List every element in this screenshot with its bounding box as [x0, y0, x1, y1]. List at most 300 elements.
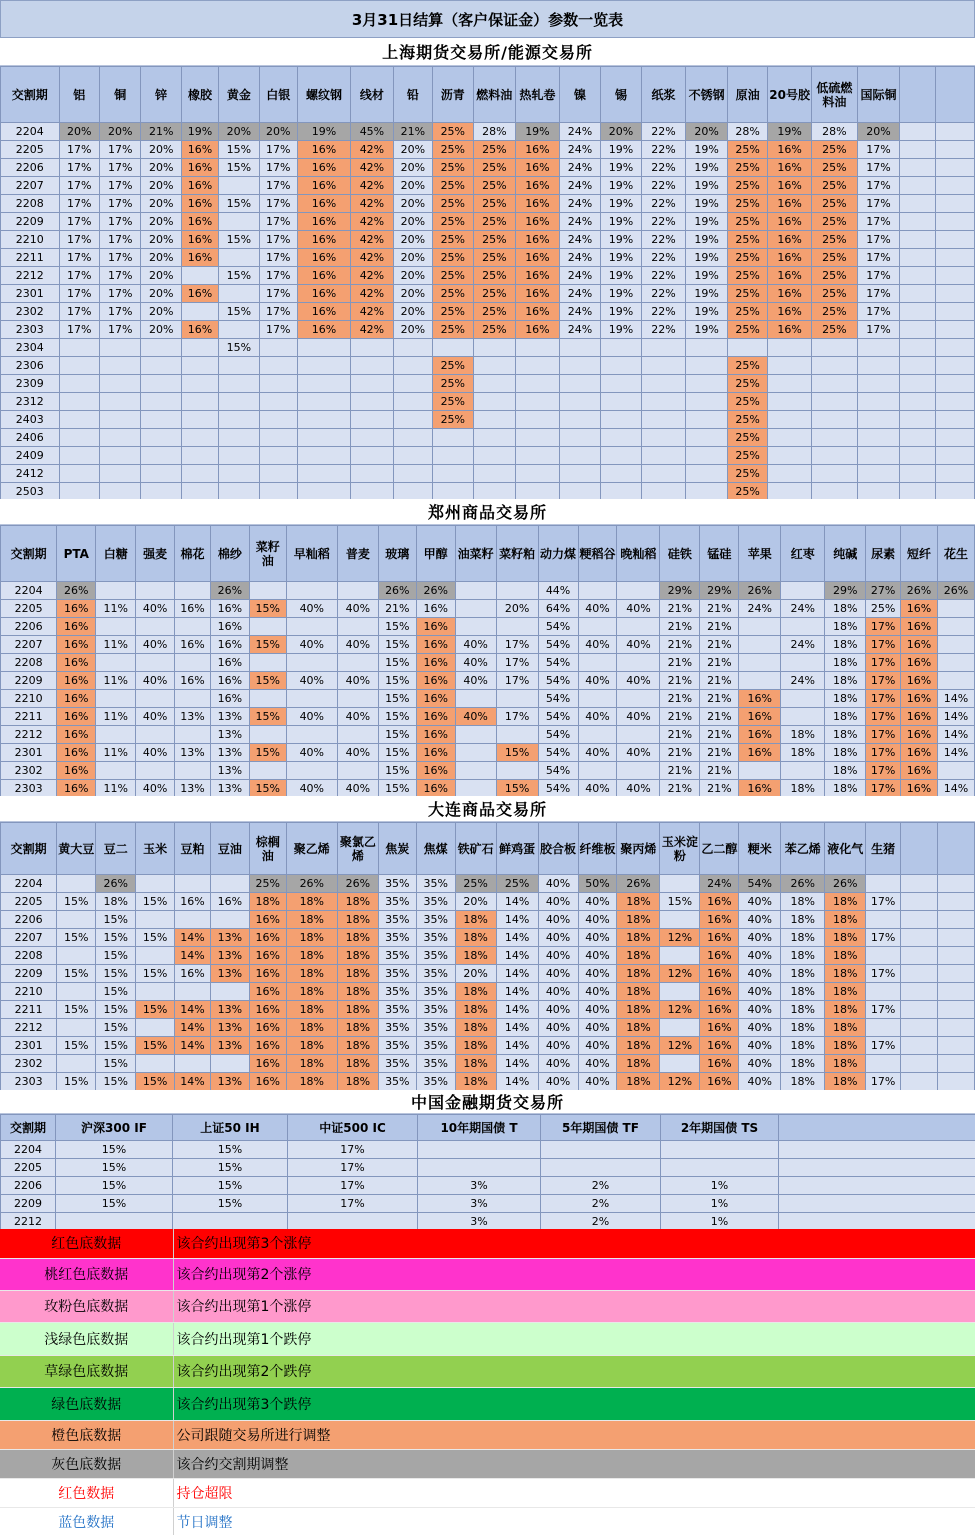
delivery-period-cell: 2205	[1, 600, 57, 618]
margin-rate-cell: 14%	[175, 1001, 211, 1019]
margin-rate-cell	[351, 375, 394, 393]
margin-rate-cell: 17%	[866, 929, 901, 947]
margin-rate-cell: 18%	[825, 983, 866, 1001]
margin-rate-cell: 17%	[259, 159, 297, 177]
margin-rate-cell: 19%	[686, 285, 728, 303]
margin-rate-cell	[779, 1213, 975, 1231]
column-header: 玉米淀粉	[660, 823, 700, 875]
margin-rate-cell: 15%	[378, 690, 416, 708]
margin-rate-cell	[781, 690, 825, 708]
margin-rate-cell: 25%	[811, 213, 857, 231]
margin-rate-cell: 19%	[181, 123, 218, 141]
margin-rate-cell: 17%	[259, 141, 297, 159]
margin-rate-cell: 25%	[455, 875, 496, 893]
margin-rate-cell	[660, 911, 700, 929]
margin-rate-cell: 40%	[337, 636, 378, 654]
margin-rate-cell: 40%	[617, 708, 660, 726]
margin-rate-cell: 19%	[686, 303, 728, 321]
margin-rate-cell: 16%	[739, 780, 781, 798]
margin-rate-cell: 21%	[700, 654, 739, 672]
margin-rate-cell: 21%	[700, 672, 739, 690]
margin-rate-cell: 20%	[99, 123, 141, 141]
margin-rate-cell	[900, 141, 936, 159]
margin-rate-cell: 16%	[210, 672, 249, 690]
table-row	[1, 1001, 975, 1019]
margin-rate-cell: 25%	[727, 357, 767, 375]
margin-rate-cell: 24%	[559, 267, 601, 285]
margin-rate-cell	[857, 375, 900, 393]
margin-rate-cell: 19%	[601, 303, 641, 321]
margin-rate-cell: 15%	[96, 1001, 136, 1019]
margin-rate-cell	[219, 483, 259, 501]
margin-rate-cell: 40%	[578, 636, 617, 654]
delivery-period-cell: 2207	[1, 929, 57, 947]
margin-rate-cell	[936, 141, 975, 159]
margin-rate-cell	[59, 339, 99, 357]
margin-rate-cell	[351, 429, 394, 447]
margin-rate-cell	[297, 429, 350, 447]
column-header: 锌	[141, 67, 181, 123]
column-header: 聚氯乙烯	[337, 823, 378, 875]
margin-rate-cell: 17%	[99, 177, 141, 195]
margin-rate-cell: 18%	[781, 726, 825, 744]
margin-rate-cell: 35%	[378, 1019, 416, 1037]
margin-rate-cell	[393, 393, 432, 411]
margin-rate-cell: 19%	[768, 123, 812, 141]
table-row	[1, 321, 975, 339]
margin-rate-cell	[901, 929, 938, 947]
margin-rate-cell	[351, 447, 394, 465]
margin-rate-cell	[473, 429, 516, 447]
margin-rate-cell	[259, 465, 297, 483]
margin-rate-cell: 25%	[433, 285, 473, 303]
margin-rate-cell: 18%	[825, 708, 866, 726]
margin-rate-cell: 18%	[781, 911, 825, 929]
margin-rate-cell: 54%	[538, 654, 578, 672]
margin-rate-cell	[141, 375, 181, 393]
margin-rate-cell: 40%	[538, 911, 578, 929]
margin-rate-cell: 20%	[857, 123, 900, 141]
margin-rate-cell	[56, 1213, 173, 1231]
margin-rate-cell: 22%	[641, 267, 686, 285]
margin-rate-cell: 40%	[538, 893, 578, 911]
column-header: 热轧卷	[516, 67, 560, 123]
margin-rate-cell: 64%	[538, 600, 578, 618]
margin-rate-cell: 16%	[181, 231, 218, 249]
margin-rate-cell: 17%	[99, 213, 141, 231]
margin-rate-cell	[393, 411, 432, 429]
margin-rate-cell: 54%	[739, 875, 781, 893]
margin-rate-cell	[455, 600, 496, 618]
margin-rate-cell: 40%	[337, 780, 378, 798]
delivery-period-cell: 2205	[1, 1159, 56, 1177]
margin-rate-cell	[473, 339, 516, 357]
column-header: 豆粕	[175, 823, 211, 875]
delivery-period-cell: 2301	[1, 744, 57, 762]
margin-rate-cell: 16%	[57, 690, 96, 708]
margin-rate-cell: 20%	[601, 123, 641, 141]
margin-rate-cell	[559, 483, 601, 501]
margin-rate-cell	[601, 429, 641, 447]
margin-rate-cell: 40%	[455, 636, 496, 654]
margin-rate-cell: 25%	[433, 159, 473, 177]
margin-rate-cell	[739, 636, 781, 654]
margin-rate-cell	[141, 483, 181, 501]
margin-rate-cell: 17%	[259, 303, 297, 321]
margin-rate-cell: 15%	[56, 1141, 173, 1159]
margin-rate-cell: 20%	[393, 195, 432, 213]
margin-rate-cell: 16%	[57, 600, 96, 618]
header-row	[1, 823, 975, 875]
margin-rate-cell: 40%	[286, 672, 337, 690]
margin-rate-cell: 12%	[660, 1001, 700, 1019]
margin-rate-cell: 14%	[496, 929, 538, 947]
delivery-period-cell: 2503	[1, 483, 60, 501]
margin-rate-cell: 18%	[337, 1073, 378, 1091]
margin-rate-cell: 20%	[259, 123, 297, 141]
margin-rate-cell: 40%	[538, 983, 578, 1001]
margin-rate-cell	[473, 447, 516, 465]
margin-rate-cell: 16%	[768, 177, 812, 195]
margin-rate-cell: 15%	[249, 708, 286, 726]
margin-rate-cell	[286, 618, 337, 636]
margin-rate-cell	[901, 1055, 938, 1073]
margin-rate-cell: 17%	[866, 708, 901, 726]
margin-rate-cell	[641, 375, 686, 393]
margin-rate-cell: 15%	[378, 654, 416, 672]
margin-rate-cell: 13%	[210, 1073, 249, 1091]
margin-rate-cell: 17%	[866, 1037, 901, 1055]
margin-rate-cell: 17%	[259, 285, 297, 303]
delivery-period-cell: 2309	[1, 375, 60, 393]
margin-rate-cell: 18%	[286, 893, 337, 911]
margin-rate-cell: 15%	[219, 267, 259, 285]
margin-rate-cell: 21%	[700, 726, 739, 744]
margin-rate-cell: 35%	[378, 929, 416, 947]
column-header: 液化气	[825, 823, 866, 875]
margin-rate-cell	[337, 726, 378, 744]
margin-rate-cell: 28%	[727, 123, 767, 141]
margin-rate-cell: 25%	[473, 249, 516, 267]
margin-rate-cell: 35%	[416, 893, 455, 911]
delivery-period-cell: 2312	[1, 393, 60, 411]
margin-rate-cell: 16%	[175, 672, 211, 690]
margin-rate-cell: 18%	[617, 893, 660, 911]
margin-rate-cell: 24%	[559, 159, 601, 177]
margin-rate-cell: 21%	[700, 780, 739, 798]
margin-rate-cell: 25%	[473, 213, 516, 231]
column-header: 燃料油	[473, 67, 516, 123]
margin-rate-cell	[857, 483, 900, 501]
margin-rate-cell: 20%	[393, 231, 432, 249]
margin-rate-cell	[811, 339, 857, 357]
margin-rate-cell: 40%	[578, 708, 617, 726]
margin-rate-cell: 20%	[393, 321, 432, 339]
margin-rate-cell: 42%	[351, 195, 394, 213]
margin-rate-cell: 18%	[286, 1073, 337, 1091]
margin-rate-cell: 16%	[416, 762, 455, 780]
column-header: 焦煤	[416, 823, 455, 875]
column-header: 螺纹钢	[297, 67, 350, 123]
column-header: 硅铁	[660, 526, 700, 582]
margin-rate-cell: 17%	[99, 231, 141, 249]
margin-rate-cell: 16%	[768, 249, 812, 267]
margin-rate-cell: 17%	[99, 321, 141, 339]
margin-rate-cell	[857, 429, 900, 447]
margin-rate-cell: 15%	[96, 911, 136, 929]
margin-rate-cell	[901, 983, 938, 1001]
margin-rate-cell: 40%	[136, 600, 175, 618]
margin-rate-cell: 14%	[496, 1019, 538, 1037]
legend-row	[0, 1258, 975, 1290]
margin-rate-cell: 20%	[141, 231, 181, 249]
legend-label: 蓝色数据	[0, 1507, 173, 1535]
margin-rate-cell	[936, 321, 975, 339]
legend-row	[0, 1290, 975, 1322]
margin-rate-cell	[937, 1001, 974, 1019]
margin-rate-cell: 20%	[496, 600, 538, 618]
margin-rate-cell: 17%	[857, 321, 900, 339]
margin-rate-cell	[900, 411, 936, 429]
table-row	[1, 654, 975, 672]
margin-rate-cell	[559, 447, 601, 465]
margin-rate-cell: 26%	[739, 582, 781, 600]
column-header: 5年期国债 TF	[541, 1115, 661, 1141]
margin-rate-cell: 13%	[210, 1001, 249, 1019]
margin-rate-cell: 40%	[578, 1019, 617, 1037]
margin-rate-cell	[136, 875, 175, 893]
margin-rate-cell: 17%	[866, 965, 901, 983]
margin-rate-cell	[866, 983, 901, 1001]
margin-rate-cell	[219, 429, 259, 447]
table-row	[1, 267, 975, 285]
margin-rate-cell: 18%	[617, 947, 660, 965]
margin-rate-cell: 15%	[56, 1195, 173, 1213]
table-shfe	[0, 66, 975, 501]
table-cffex	[0, 1114, 975, 1231]
margin-rate-cell	[433, 429, 473, 447]
margin-rate-cell	[286, 762, 337, 780]
margin-rate-cell: 28%	[473, 123, 516, 141]
delivery-period-cell: 2204	[1, 582, 57, 600]
margin-rate-cell: 16%	[181, 321, 218, 339]
margin-rate-cell	[297, 375, 350, 393]
margin-rate-cell: 18%	[286, 1055, 337, 1073]
margin-rate-cell: 17%	[866, 726, 901, 744]
margin-rate-cell: 15%	[96, 983, 136, 1001]
delivery-period-cell: 2303	[1, 780, 57, 798]
margin-rate-cell: 54%	[538, 690, 578, 708]
margin-rate-cell: 16%	[297, 159, 350, 177]
delivery-period-cell: 2210	[1, 983, 57, 1001]
table-row	[1, 726, 975, 744]
margin-rate-cell: 16%	[416, 618, 455, 636]
margin-rate-cell: 15%	[96, 1073, 136, 1091]
margin-rate-cell	[259, 447, 297, 465]
margin-rate-cell: 14%	[937, 708, 974, 726]
margin-rate-cell: 26%	[378, 582, 416, 600]
margin-rate-cell: 18%	[617, 1055, 660, 1073]
margin-rate-cell	[297, 411, 350, 429]
margin-rate-cell: 12%	[660, 1037, 700, 1055]
margin-rate-cell	[516, 429, 560, 447]
margin-rate-cell: 18%	[825, 947, 866, 965]
margin-rate-cell: 40%	[739, 929, 781, 947]
margin-rate-cell	[286, 690, 337, 708]
margin-rate-cell	[455, 726, 496, 744]
margin-rate-cell	[937, 1073, 974, 1091]
column-header: 纯碱	[825, 526, 866, 582]
margin-rate-cell: 40%	[578, 1073, 617, 1091]
margin-rate-cell: 20%	[141, 321, 181, 339]
margin-rate-cell	[936, 285, 975, 303]
margin-rate-cell	[249, 690, 286, 708]
table-row	[1, 123, 975, 141]
delivery-period-cell: 2206	[1, 159, 60, 177]
margin-rate-cell: 24%	[559, 195, 601, 213]
margin-rate-cell: 42%	[351, 231, 394, 249]
column-header	[901, 823, 938, 875]
margin-rate-cell	[136, 947, 175, 965]
margin-rate-cell	[393, 339, 432, 357]
delivery-period-cell: 2208	[1, 654, 57, 672]
margin-rate-cell: 16%	[901, 600, 938, 618]
margin-rate-cell: 11%	[96, 672, 136, 690]
margin-rate-cell: 13%	[210, 1037, 249, 1055]
margin-rate-cell: 15%	[136, 965, 175, 983]
margin-rate-cell: 15%	[57, 1037, 96, 1055]
margin-rate-cell: 16%	[297, 231, 350, 249]
margin-rate-cell: 16%	[700, 893, 739, 911]
margin-rate-cell	[351, 393, 394, 411]
legend-description: 节日调整	[173, 1507, 975, 1535]
margin-rate-cell: 40%	[538, 1019, 578, 1037]
margin-rate-cell	[900, 447, 936, 465]
margin-rate-cell: 15%	[249, 780, 286, 798]
margin-rate-cell	[393, 357, 432, 375]
table-row	[1, 285, 975, 303]
delivery-period-cell: 2403	[1, 411, 60, 429]
margin-rate-cell: 25%	[727, 141, 767, 159]
legend-row	[0, 1322, 975, 1355]
margin-rate-cell: 25%	[473, 231, 516, 249]
column-header: 锡	[601, 67, 641, 123]
margin-rate-cell: 19%	[601, 285, 641, 303]
margin-rate-cell	[559, 465, 601, 483]
margin-rate-cell: 35%	[416, 1001, 455, 1019]
margin-rate-cell	[175, 726, 211, 744]
margin-rate-cell: 18%	[781, 1055, 825, 1073]
margin-rate-cell: 18%	[825, 1055, 866, 1073]
margin-rate-cell	[768, 447, 812, 465]
margin-rate-cell	[900, 321, 936, 339]
margin-rate-cell: 15%	[96, 1055, 136, 1073]
margin-rate-cell	[937, 1019, 974, 1037]
legend-row	[0, 1355, 975, 1387]
margin-rate-cell: 15%	[96, 929, 136, 947]
margin-rate-cell	[779, 1177, 975, 1195]
margin-rate-cell: 20%	[219, 123, 259, 141]
column-header: 橡胶	[181, 67, 218, 123]
margin-rate-cell: 40%	[286, 780, 337, 798]
margin-rate-cell: 16%	[57, 618, 96, 636]
margin-rate-cell: 42%	[351, 177, 394, 195]
margin-rate-cell: 13%	[210, 780, 249, 798]
margin-rate-cell	[136, 762, 175, 780]
margin-rate-cell: 35%	[378, 1001, 416, 1019]
margin-rate-cell	[901, 947, 938, 965]
margin-rate-cell	[601, 411, 641, 429]
margin-rate-cell: 16%	[768, 321, 812, 339]
margin-rate-cell: 16%	[249, 929, 286, 947]
margin-rate-cell	[936, 159, 975, 177]
column-header: 10年期国债 T	[418, 1115, 541, 1141]
margin-rate-cell	[768, 393, 812, 411]
margin-rate-cell: 16%	[901, 780, 938, 798]
margin-rate-cell: 19%	[601, 249, 641, 267]
margin-rate-cell: 16%	[57, 780, 96, 798]
margin-rate-cell	[811, 447, 857, 465]
margin-rate-cell: 42%	[351, 141, 394, 159]
margin-rate-cell	[559, 357, 601, 375]
margin-rate-cell: 25%	[811, 159, 857, 177]
margin-rate-cell	[541, 1141, 661, 1159]
margin-rate-cell: 18%	[455, 1055, 496, 1073]
margin-rate-cell	[175, 582, 211, 600]
margin-rate-cell: 40%	[538, 875, 578, 893]
margin-rate-cell: 16%	[57, 726, 96, 744]
margin-rate-cell: 21%	[660, 762, 700, 780]
margin-rate-cell	[937, 965, 974, 983]
margin-rate-cell	[937, 762, 974, 780]
margin-rate-cell: 18%	[825, 600, 866, 618]
margin-rate-cell: 22%	[641, 177, 686, 195]
margin-rate-cell: 16%	[416, 600, 455, 618]
margin-rate-cell: 15%	[136, 929, 175, 947]
margin-rate-cell: 40%	[538, 1073, 578, 1091]
delivery-period-cell: 2210	[1, 231, 60, 249]
margin-rate-cell: 17%	[857, 285, 900, 303]
margin-rate-cell: 50%	[578, 875, 617, 893]
margin-rate-cell: 18%	[617, 1037, 660, 1055]
margin-rate-cell: 54%	[538, 780, 578, 798]
margin-rate-cell	[337, 618, 378, 636]
legend-label: 红色底数据	[0, 1229, 173, 1258]
margin-rate-cell	[57, 875, 96, 893]
margin-rate-cell: 14%	[496, 1055, 538, 1073]
margin-rate-cell: 26%	[96, 875, 136, 893]
margin-rate-cell	[249, 582, 286, 600]
margin-rate-cell: 14%	[937, 780, 974, 798]
margin-rate-cell	[219, 375, 259, 393]
margin-rate-cell	[811, 465, 857, 483]
margin-rate-cell: 25%	[496, 875, 538, 893]
margin-rate-cell: 18%	[455, 929, 496, 947]
margin-rate-cell	[473, 483, 516, 501]
margin-rate-cell: 21%	[700, 600, 739, 618]
margin-rate-cell: 16%	[700, 1019, 739, 1037]
margin-rate-cell: 16%	[516, 267, 560, 285]
margin-rate-cell: 17%	[866, 893, 901, 911]
margin-rate-cell: 17%	[99, 195, 141, 213]
table-row	[1, 947, 975, 965]
margin-rate-cell: 54%	[538, 726, 578, 744]
margin-rate-cell: 18%	[825, 654, 866, 672]
table-row	[1, 1177, 975, 1195]
legend-label: 橙色底数据	[0, 1420, 173, 1449]
margin-rate-cell: 16%	[516, 177, 560, 195]
margin-rate-cell: 15%	[378, 726, 416, 744]
